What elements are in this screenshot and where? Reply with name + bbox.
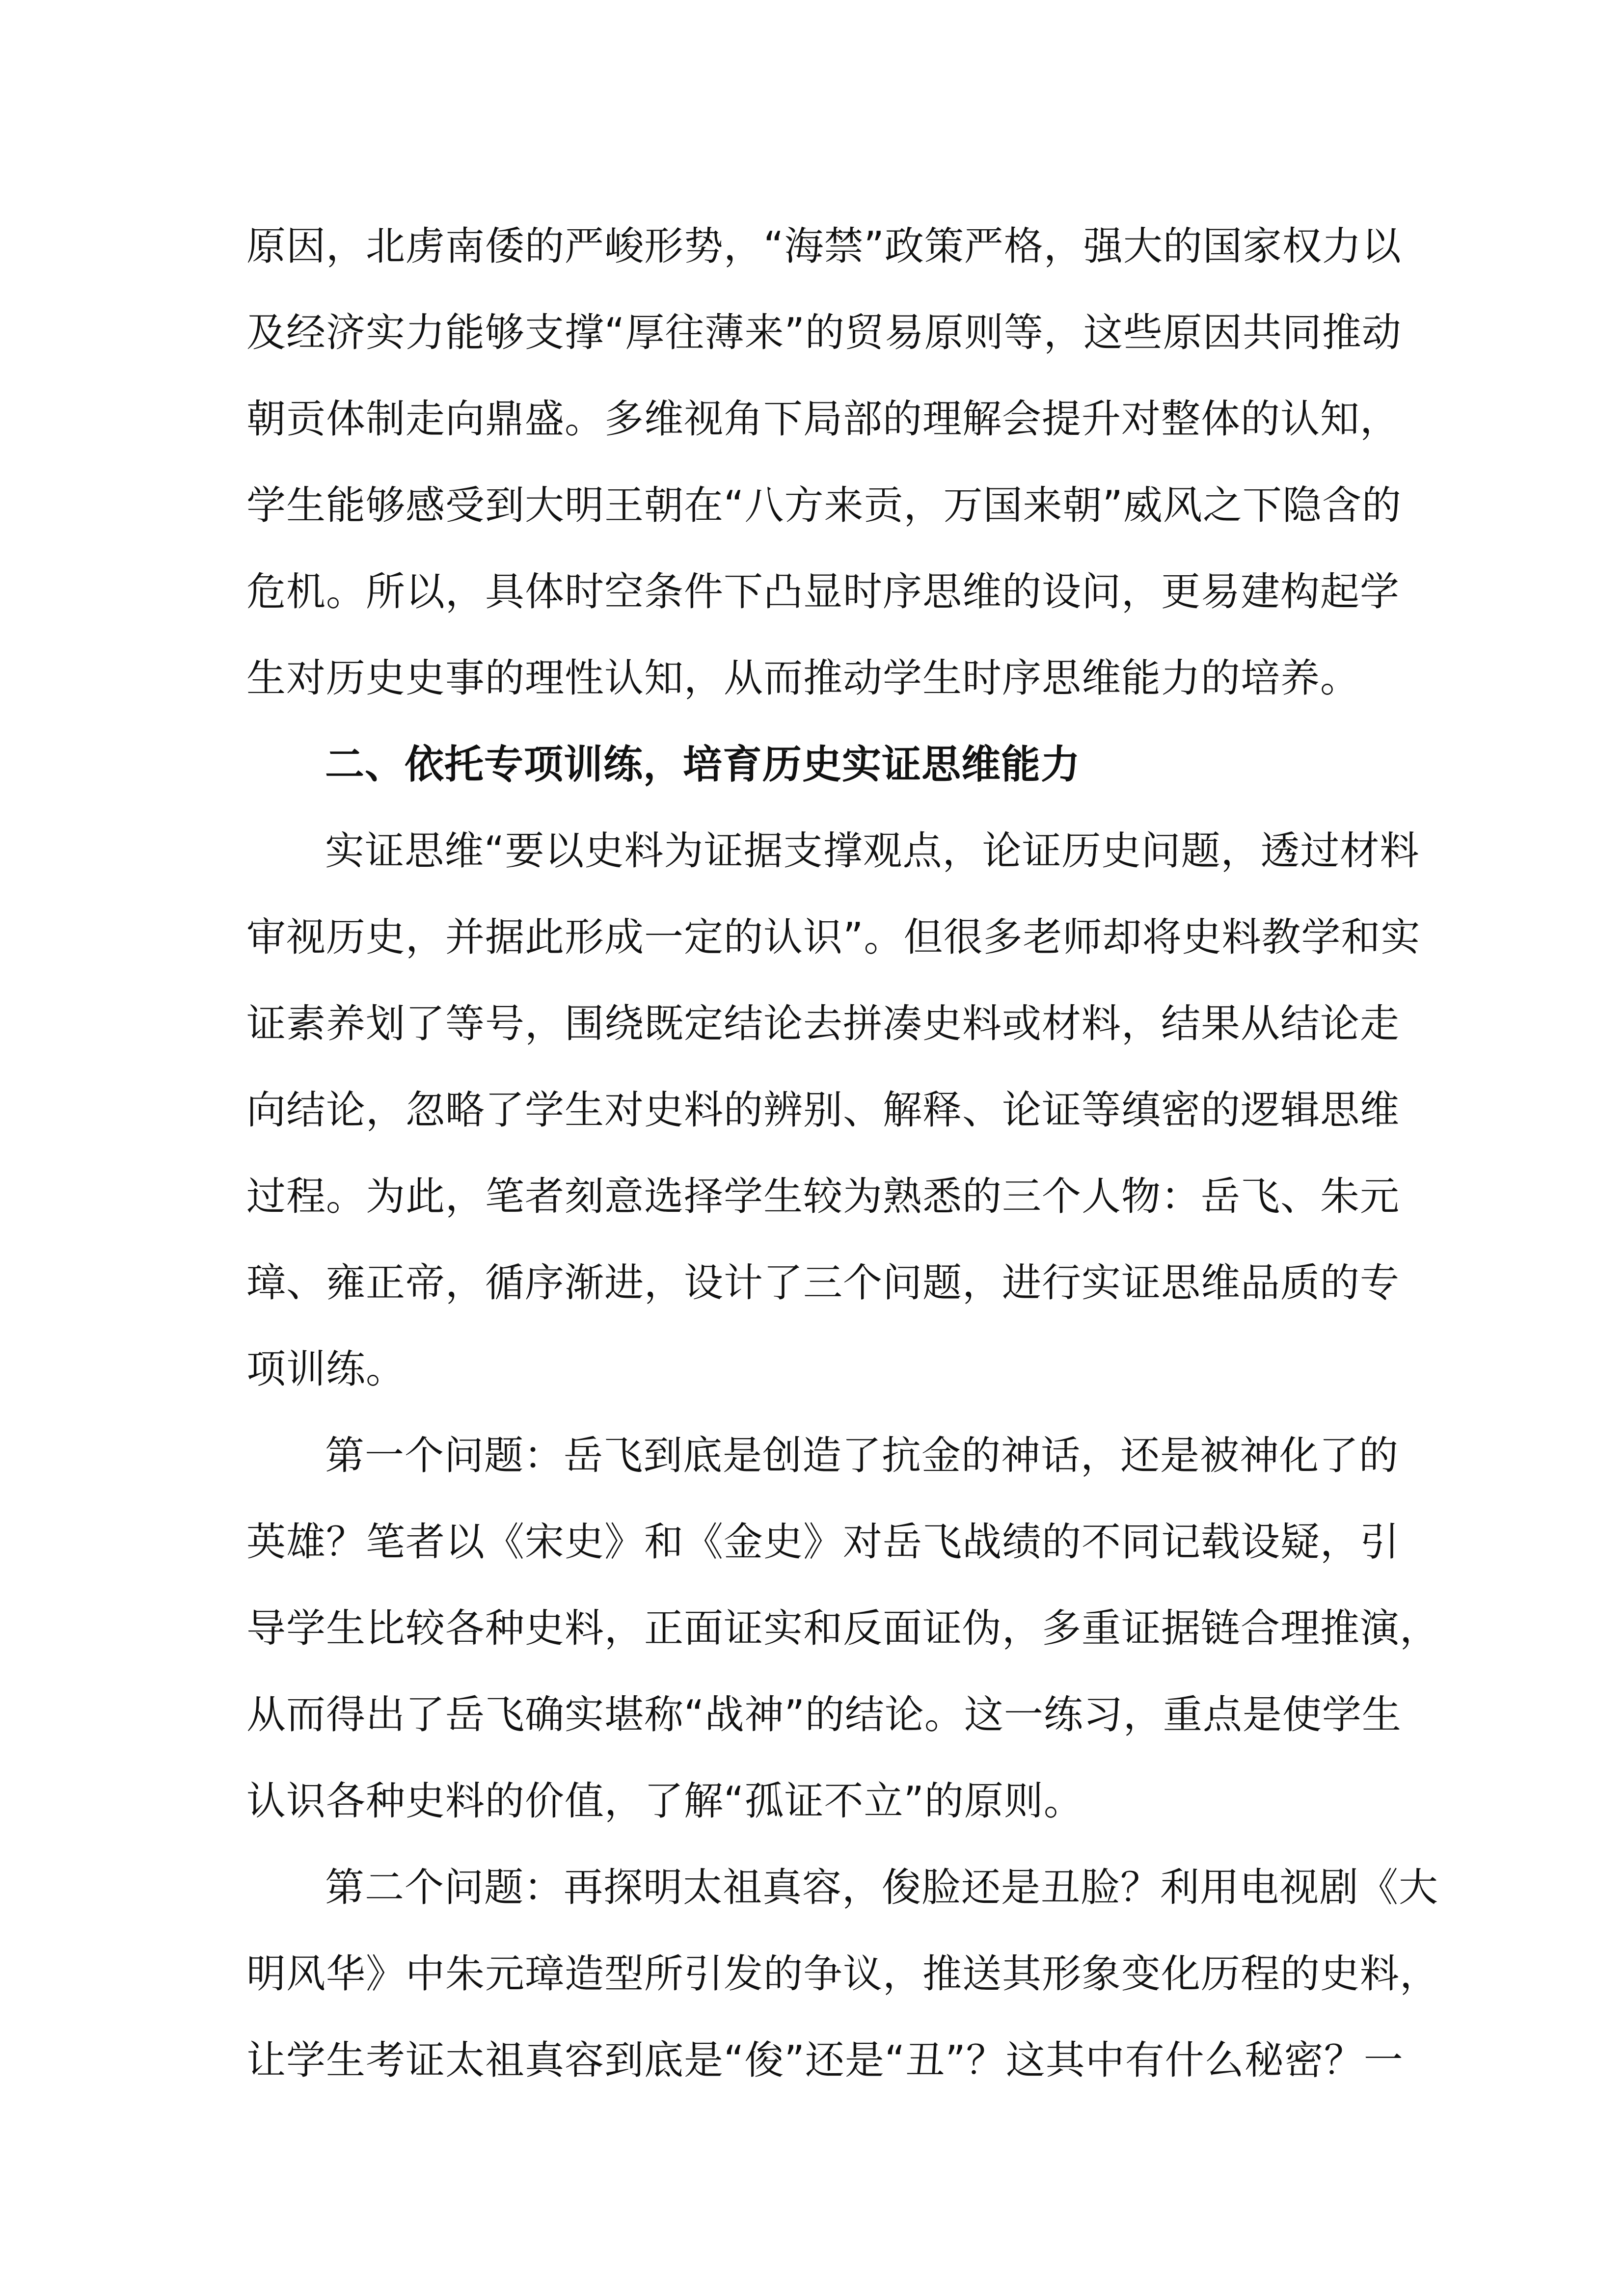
paragraph-line: 过程。为此，笔者刻意选择学生较为熟悉的三个人物：岳飞、朱元 bbox=[246, 1174, 1400, 1219]
paragraph-line: 英雄？笔者以《宋史》和《金史》对岳飞战绩的不同记载设疑，引 bbox=[246, 1519, 1400, 1565]
paragraph-line: 实证思维“要以史料为证据支撑观点，论证历史问题，透过材料 bbox=[325, 828, 1420, 874]
paragraph-line: 第一个问题：岳飞到底是创造了抗金的神话，还是被神化了的 bbox=[325, 1433, 1399, 1478]
paragraph-line: 原因，北虏南倭的严峻形势，“海禁”政策严格，强大的国家权力以 bbox=[246, 223, 1402, 269]
paragraph-line: 生对历史史事的理性认知，从而推动学生时序思维能力的培养。 bbox=[246, 655, 1360, 701]
paragraph-line: 璋、雍正帝，循序渐进，设计了三个问题，进行实证思维品质的专 bbox=[246, 1260, 1400, 1306]
paragraph-line: 导学生比较各种史料，正面证实和反面证伪，多重证据链合理推演， bbox=[246, 1605, 1439, 1651]
paragraph-line: 明风华》中朱元璋造型所引发的争议，推送其形象变化历程的史料， bbox=[246, 1951, 1439, 1997]
paragraph-line: 项训练。 bbox=[246, 1346, 406, 1392]
paragraph-line: 审视历史，并据此形成一定的认识”。但很多老师却将史料教学和实 bbox=[246, 914, 1421, 960]
document-body bbox=[246, 203, 1439, 2104]
paragraph-line: 第二个问题：再探明太祖真容，俊脸还是丑脸？利用电视剧《大 bbox=[325, 1865, 1438, 1910]
paragraph-line: 认识各种史料的价值，了解“孤证不立”的原则。 bbox=[246, 1778, 1083, 1824]
paragraph-line: 危机。所以，具体时空条件下凸显时序思维的设问，更易建构起学 bbox=[246, 569, 1400, 614]
paragraph-line: 向结论，忽略了学生对史料的辨别、解释、论证等缜密的逻辑思维 bbox=[246, 1087, 1400, 1133]
paragraph-line: 从而得出了岳飞确实堪称“战神”的结论。这一练习，重点是使学生 bbox=[246, 1692, 1402, 1737]
paragraph-line: 朝贡体制走向鼎盛。多维视角下局部的理解会提升对整体的认知， bbox=[246, 396, 1400, 442]
paragraph-line: 学生能够感受到大明王朝在“八方来贡，万国来朝”威风之下隐含的 bbox=[246, 482, 1402, 528]
paragraph-line: 及经济实力能够支撑“厚往薄来”的贸易原则等，这些原因共同推动 bbox=[246, 310, 1402, 355]
paragraph-line: 让学生考证太祖真容到底是“俊”还是“丑”？这其中有什么秘密？一 bbox=[246, 2037, 1404, 2083]
section-heading: 二、依托专项训练，培育历史实证思维能力 bbox=[325, 742, 1081, 787]
paragraph-line: 证素养划了等号，围绕既定结论去拼凑史料或材料，结果从结论走 bbox=[246, 1001, 1400, 1046]
